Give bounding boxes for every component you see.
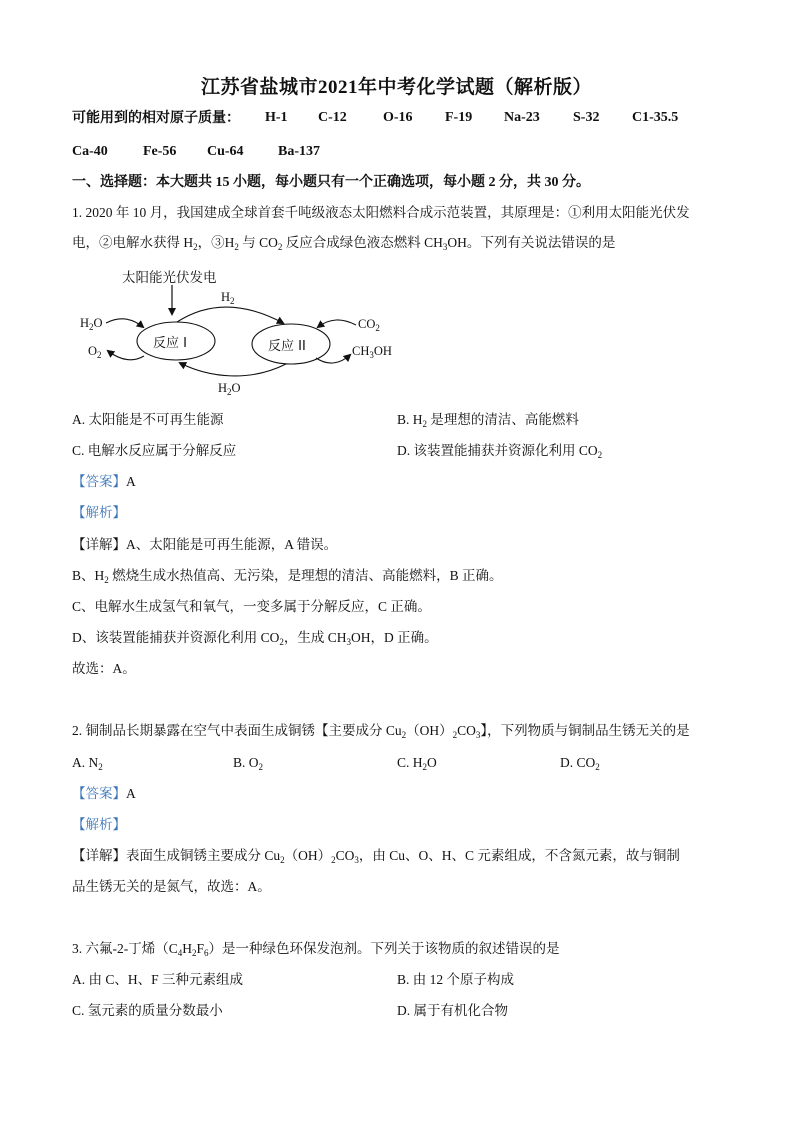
section-heading: 一、选择题：本大题共 15 小题，每小题只有一个正确选项，每小题 2 分，共 30 分。	[72, 175, 590, 190]
mass-na: Na-23	[504, 110, 540, 125]
h2-top-label: $H_2$	[221, 290, 235, 306]
q3-option-b: B. 由 12 个原子构成	[397, 972, 515, 987]
reaction-cycle-diagram	[0, 0, 793, 420]
o2-out-label: $O_2$	[88, 344, 102, 360]
q3-option-d: D. 属于有机化合物	[397, 1003, 508, 1018]
q1-detail-1: 【详解】A、太阳能是可再生能源，A 错误。	[72, 537, 338, 552]
mass-ba: Ba-137	[278, 144, 320, 159]
mass-o: O-16	[383, 110, 413, 125]
atomic-mass-label: 可能用到的相对原子质量：	[72, 111, 240, 126]
mass-c: C-12	[318, 110, 347, 125]
q1-conclusion: 故选：A。	[72, 661, 136, 676]
q3-option-c: C. 氢元素的质量分数最小	[72, 1003, 223, 1018]
mass-ca: Ca-40	[72, 144, 108, 159]
energy-label: 太阳能光伏发电	[122, 270, 217, 286]
h2o-bottom-label: $H_2O$	[218, 381, 241, 397]
h2o-in-label: $H_2O$	[80, 316, 103, 332]
q2-option-b: B. $O_2$	[233, 755, 264, 772]
mass-cu: Cu-64	[207, 144, 244, 159]
q2-detail-line2: 品生锈无关的是氮气，故选：A。	[72, 879, 271, 894]
q1-answer: 【答案】A	[72, 474, 136, 489]
reaction-1-label: 反应 I	[153, 336, 187, 351]
q2-option-a: A. $N_2$	[72, 755, 103, 772]
mass-s: S-32	[573, 110, 600, 125]
q2-answer: 【答案】A	[72, 786, 136, 801]
page-title: 江苏省盐城市2021年中考化学试题（解析版）	[200, 77, 592, 98]
q1-option-d: D. 该装置能捕获并资源化利用 $CO_2$	[397, 443, 603, 460]
q2-option-c: C. $H_2O$	[397, 755, 437, 772]
q2-analysis-label: 【解析】	[72, 817, 126, 832]
q1-stem-line2: 电，②电解水获得 $H_2$，$③H_2$ 与 $CO_2$ 反应合成绿色液态燃料 $CH_3OH$。下列有关说法错误的是	[72, 235, 616, 252]
mass-cl: C1-35.5	[632, 110, 679, 125]
q2-detail: 【详解】表面生成铜锈主要成分 $Cu_2(OH)_2CO_3$，由 Cu、O、H、C 元素组成，不含氮元素，故与铜制	[72, 848, 680, 865]
mass-h: H-1	[265, 110, 288, 125]
reaction-2-label: 反应 II	[268, 339, 306, 354]
q1-option-b: B. $H_2$ 是理想的清洁、高能燃料	[397, 412, 579, 429]
q3-stem: 3. 六氟-2-丁烯$(C_4H_2F_6)$是一种绿色环保发泡剂。下列关于该物质的叙述错误的是	[72, 941, 560, 958]
ch3oh-out-label: $CH_3OH$	[352, 344, 392, 360]
q1-detail-2: B、$H_2$ 燃烧生成水热值高、无污染，是理想的清洁、高能燃料，B 正确。	[72, 568, 503, 585]
mass-f: F-19	[445, 110, 473, 125]
q1-stem-line1: 1. 2020 年 10 月，我国建成全球首套千吨级液态太阳燃料合成示范装置，其原理是：①利用太阳能光伏发	[72, 205, 690, 220]
q1-option-c: C. 电解水反应属于分解反应	[72, 443, 237, 458]
q1-option-a: A. 太阳能是不可再生能源	[72, 412, 224, 427]
mass-fe: Fe-56	[143, 144, 177, 159]
q2-option-d: D. $CO_2$	[560, 755, 600, 772]
q2-stem: 2. 铜制品长期暴露在空气中表面生成铜锈【主要成分 $Cu_2(OH)_2CO_3$】，下列物质与铜制品生锈无关的是	[72, 723, 690, 740]
q1-detail-3: C、电解水生成氢气和氧气，一变多属于分解反应，C 正确。	[72, 599, 431, 614]
q1-detail-4: D、该装置能捕获并资源化利用 $CO_2$，生成 $CH_3OH$，D 正确。	[72, 630, 438, 647]
q3-option-a: A. 由 C、H、F 三种元素组成	[72, 972, 244, 987]
q1-analysis-label: 【解析】	[72, 505, 126, 520]
co2-in-label: $CO_2$	[358, 317, 380, 333]
